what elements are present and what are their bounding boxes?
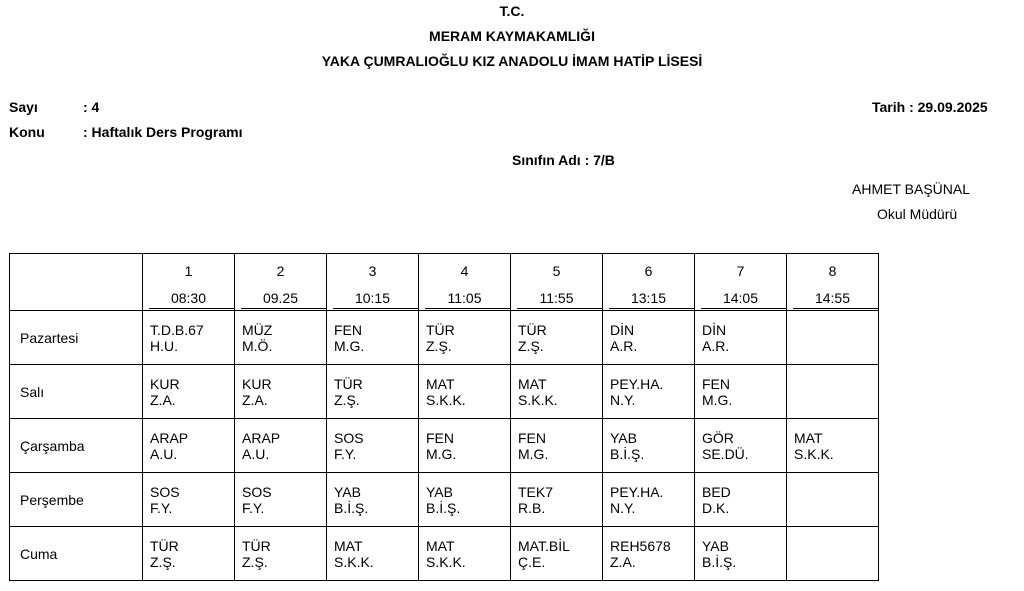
lesson-cell [787, 419, 879, 473]
teacher-initials: M.Ö. [242, 337, 273, 354]
day-name: Pazartesi [10, 311, 143, 365]
lesson-cell [419, 311, 511, 365]
teacher-initials: Z.Ş. [426, 337, 452, 354]
course-code: MAT [794, 429, 823, 446]
course-code: PEY.HA. [610, 375, 664, 392]
course-code: SOS [242, 483, 272, 500]
period-time: 11:05 [447, 290, 482, 306]
course-code: YAB [426, 483, 453, 500]
teacher-initials: S.K.K. [334, 553, 374, 570]
course-code: MAT.BİL [518, 537, 570, 554]
lesson-cell [327, 419, 419, 473]
period-time: 13:15 [630, 290, 667, 306]
sayi-label: Sayı [9, 99, 38, 115]
lesson-cell [511, 419, 603, 473]
day-name: Cuma [10, 527, 143, 581]
teacher-initials: B.İ.Ş. [426, 499, 461, 516]
lesson-cell [235, 365, 327, 419]
lesson-cell [327, 311, 419, 365]
lesson-cell [143, 527, 235, 581]
course-code: T.D.B.67 [150, 321, 204, 338]
teacher-initials: M.G. [518, 445, 549, 462]
course-code: MAT [518, 375, 547, 392]
period-number: 4 [460, 263, 469, 279]
lesson-cell [419, 365, 511, 419]
lesson-cell [603, 527, 695, 581]
lesson-cell [787, 365, 879, 419]
lesson-cell [511, 473, 603, 527]
lesson-cell [327, 473, 419, 527]
course-code: YAB [610, 429, 637, 446]
teacher-initials: D.K. [702, 499, 730, 516]
course-code: SOS [334, 429, 364, 446]
lesson-cell [419, 419, 511, 473]
course-code: MAT [334, 537, 363, 554]
course-code: GÖR [702, 429, 734, 446]
period-header [695, 254, 787, 311]
course-code: MÜZ [242, 321, 273, 338]
table-row [10, 419, 879, 473]
konu-value: : Haftalık Ders Programı [83, 124, 243, 140]
teacher-initials: B.İ.Ş. [334, 499, 369, 516]
course-code: KUR [242, 375, 272, 392]
teacher-initials: S.K.K. [518, 391, 558, 408]
lesson-cell [511, 527, 603, 581]
teacher-initials: B.İ.Ş. [610, 445, 645, 462]
lesson-cell [143, 473, 235, 527]
teacher-initials: Z.A. [150, 391, 176, 408]
teacher-initials: A.R. [702, 337, 730, 354]
period-time: 10:15 [354, 290, 391, 306]
period-header [419, 254, 511, 311]
course-code: YAB [334, 483, 361, 500]
lesson-cell [143, 311, 235, 365]
lesson-cell [235, 473, 327, 527]
course-code: TÜR [150, 537, 179, 554]
principal-title: Okul Müdürü [877, 206, 958, 222]
konu-label: Konu [9, 124, 45, 140]
teacher-initials: R.B. [518, 499, 546, 516]
period-number: 1 [184, 263, 193, 279]
teacher-initials: M.G. [702, 391, 733, 408]
teacher-initials: SE.DÜ. [702, 445, 749, 462]
period-number: 2 [276, 263, 285, 279]
lesson-cell [695, 527, 787, 581]
period-header [603, 254, 695, 311]
teacher-initials: Z.Ş. [518, 337, 544, 354]
lesson-cell [511, 365, 603, 419]
course-code: DİN [702, 321, 727, 338]
table-row [10, 473, 879, 527]
period-header-row [10, 254, 879, 311]
period-header [787, 254, 879, 311]
teacher-initials: N.Y. [610, 391, 636, 408]
table-row [10, 365, 879, 419]
period-number: 3 [368, 263, 377, 279]
header-school-name: YAKA ÇUMRALIOĞLU KIZ ANADOLU İMAM HATİP LİSESİ [321, 53, 703, 69]
lesson-cell [787, 473, 879, 527]
teacher-initials: F.Y. [334, 445, 357, 462]
lesson-cell [419, 473, 511, 527]
tarih-label: Tarih [872, 99, 906, 115]
teacher-initials: F.Y. [242, 499, 265, 516]
lesson-cell [603, 311, 695, 365]
principal-name: AHMET BAŞÜNAL [852, 181, 970, 197]
period-header [511, 254, 603, 311]
day-name: Çarşamba [10, 419, 143, 473]
lesson-cell [511, 311, 603, 365]
course-code: TÜR [242, 537, 271, 554]
course-code: MAT [426, 375, 455, 392]
day-name: Perşembe [10, 473, 143, 527]
corner-cell [10, 254, 143, 311]
lesson-cell [603, 419, 695, 473]
lesson-cell [787, 527, 879, 581]
teacher-initials: M.G. [426, 445, 457, 462]
teacher-initials: S.K.K. [426, 391, 466, 408]
period-time: 11:55 [539, 290, 574, 306]
date-block [872, 99, 988, 115]
teacher-initials: Z.A. [242, 391, 268, 408]
day-name: Salı [10, 365, 143, 419]
period-header [235, 254, 327, 311]
teacher-initials: Z.Ş. [242, 553, 268, 570]
sayi-value: : 4 [83, 99, 100, 115]
teacher-initials: S.K.K. [794, 445, 834, 462]
period-number: 5 [552, 263, 561, 279]
course-code: FEN [518, 429, 546, 446]
period-time: 09.25 [262, 290, 299, 306]
course-code: TÜR [518, 321, 547, 338]
teacher-initials: Z.A. [610, 553, 636, 570]
lesson-cell [143, 365, 235, 419]
course-code: BED [702, 483, 731, 500]
lesson-cell [235, 419, 327, 473]
course-code: SOS [150, 483, 180, 500]
teacher-initials: S.K.K. [426, 553, 466, 570]
lesson-cell [603, 365, 695, 419]
teacher-initials: B.İ.Ş. [702, 553, 737, 570]
teacher-initials: A.R. [610, 337, 638, 354]
lesson-cell [695, 419, 787, 473]
schedule-table [9, 253, 879, 581]
lesson-cell [695, 365, 787, 419]
period-number: 6 [644, 263, 653, 279]
teacher-initials: N.Y. [610, 499, 636, 516]
header-kaymakamlik: MERAM KAYMAKAMLIĞI [429, 28, 595, 44]
course-code: KUR [150, 375, 180, 392]
course-code: MAT [426, 537, 455, 554]
lesson-cell [603, 473, 695, 527]
lesson-cell [695, 311, 787, 365]
teacher-initials: Z.Ş. [334, 391, 360, 408]
lesson-cell [419, 527, 511, 581]
course-code: FEN [334, 321, 362, 338]
course-code: YAB [702, 537, 729, 554]
period-time: 14:55 [814, 290, 851, 306]
course-code: FEN [702, 375, 730, 392]
course-code: ARAP [150, 429, 189, 446]
tarih-value: : 29.09.2025 [909, 99, 988, 115]
table-row [10, 527, 879, 581]
period-header [327, 254, 419, 311]
lesson-cell [143, 419, 235, 473]
teacher-initials: A.U. [150, 445, 178, 462]
course-code: PEY.HA. [610, 483, 664, 500]
table-row [10, 311, 879, 365]
class-name: Sınıfın Adı : 7/B [512, 152, 615, 168]
lesson-cell [787, 311, 879, 365]
course-code: TÜR [426, 321, 455, 338]
course-code: REH5678 [610, 537, 671, 554]
teacher-initials: Z.Ş. [150, 553, 176, 570]
course-code: TEK7 [518, 483, 554, 500]
course-code: TÜR [334, 375, 363, 392]
teacher-initials: H.U. [150, 337, 178, 354]
period-time: 14:05 [722, 290, 759, 306]
teacher-initials: Ç.E. [518, 553, 546, 570]
lesson-cell [695, 473, 787, 527]
teacher-initials: M.G. [334, 337, 365, 354]
teacher-initials: F.Y. [150, 499, 173, 516]
period-number: 7 [736, 263, 745, 279]
header-tc: T.C. [499, 3, 525, 19]
course-code: FEN [426, 429, 454, 446]
lesson-cell [327, 527, 419, 581]
course-code: ARAP [242, 429, 281, 446]
period-number: 8 [828, 263, 837, 279]
lesson-cell [235, 527, 327, 581]
lesson-cell [235, 311, 327, 365]
lesson-cell [327, 365, 419, 419]
period-header [143, 254, 235, 311]
period-time: 08:30 [170, 290, 207, 306]
course-code: DİN [610, 321, 635, 338]
teacher-initials: A.U. [242, 445, 270, 462]
